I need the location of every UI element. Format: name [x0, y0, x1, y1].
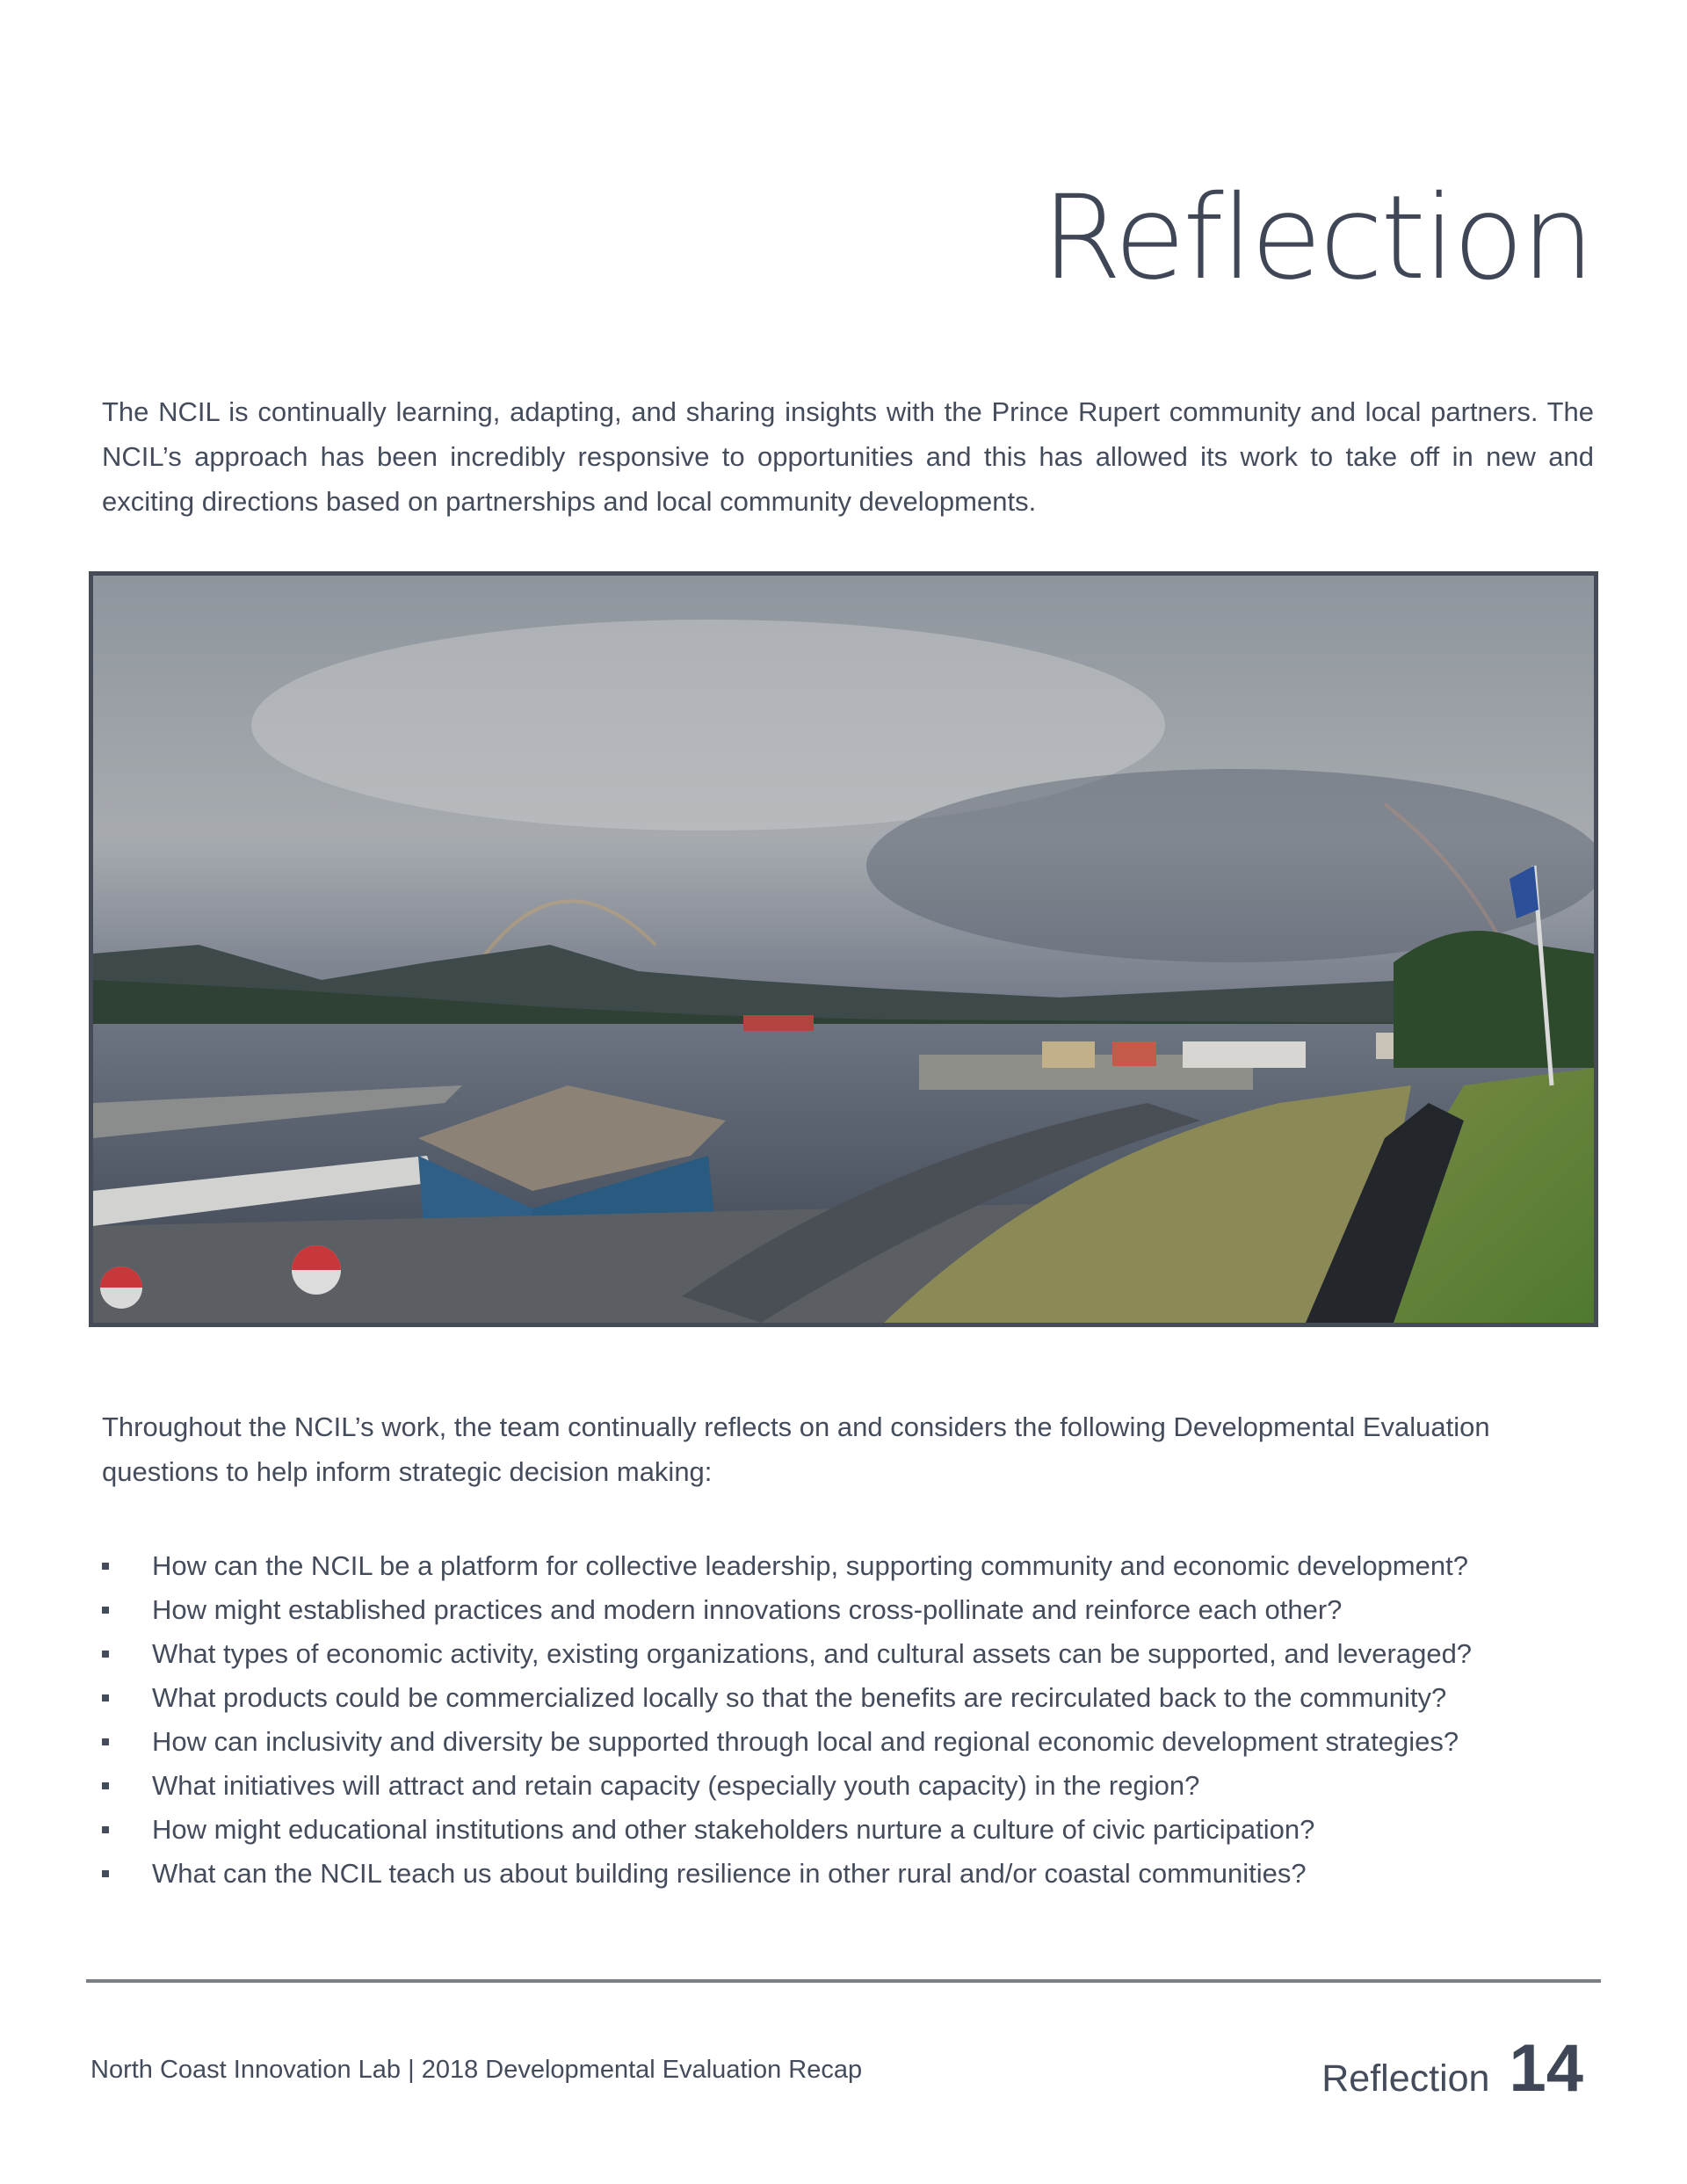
list-item: [102, 1676, 1604, 1720]
questions-intro: Throughout the NCIL’s work, the team continually reflects on and considers the following Developmental Evaluation questions to help inform strategic decision making:: [102, 1411, 1490, 1487]
question-text: What products could be commercialized locally so that the benefits are recirculated back to the community?: [152, 1682, 1447, 1713]
list-item: [102, 1720, 1604, 1764]
page-number: 14: [1509, 2031, 1583, 2106]
list-item: [102, 1764, 1604, 1808]
harbour-photo-illustration: [93, 576, 1594, 1323]
question-text: How can the NCIL be a platform for collective leadership, supporting community and economic development?: [152, 1550, 1468, 1581]
footer-page-marker: [1321, 2030, 1583, 2107]
evaluation-questions-list: [102, 1544, 1604, 1896]
question-text: How might established practices and modern innovations cross-pollinate and reinforce each other?: [152, 1594, 1343, 1625]
bullet-icon: [102, 1694, 109, 1701]
question-text: What can the NCIL teach us about building resilience in other rural and/or coastal communities?: [152, 1858, 1307, 1889]
question-text: How can inclusivity and diversity be supported through local and regional economic development strategies?: [152, 1726, 1459, 1757]
footer-document-title: North Coast Innovation Lab | 2018 Developmental Evaluation Recap: [91, 2056, 863, 2084]
bullet-icon: [102, 1563, 109, 1570]
bullet-icon: [102, 1738, 109, 1745]
question-text: How might educational institutions and other stakeholders nurture a culture of civic participation?: [152, 1814, 1315, 1845]
bullet-icon: [102, 1782, 109, 1789]
question-text: What initiatives will attract and retain capacity (especially youth capacity) in the region?: [152, 1770, 1200, 1801]
bullet-icon: [102, 1870, 109, 1877]
list-item: [102, 1588, 1604, 1632]
page-title: Reflection: [1041, 171, 1592, 306]
question-text: What types of economic activity, existing organizations, and cultural assets can be supported, and leveraged?: [152, 1638, 1473, 1669]
list-item: [102, 1632, 1604, 1676]
list-item: [102, 1808, 1604, 1852]
harbour-photo: [89, 571, 1598, 1327]
intro-paragraph: The NCIL is continually learning, adapting, and sharing insights with the Prince Rupert community and local partners. The NCIL’s approach has been incredibly responsive to opportunities and this has allowed its work to take off in new and exciting directions based on partnerships and local community developments.: [102, 396, 1594, 517]
list-item: [102, 1544, 1604, 1588]
footer-divider: [86, 1979, 1601, 1983]
bullet-icon: [102, 1826, 109, 1833]
footer-section-label: Reflection: [1321, 2057, 1490, 2100]
bullet-icon: [102, 1651, 109, 1658]
bullet-icon: [102, 1607, 109, 1614]
list-item: [102, 1852, 1604, 1896]
